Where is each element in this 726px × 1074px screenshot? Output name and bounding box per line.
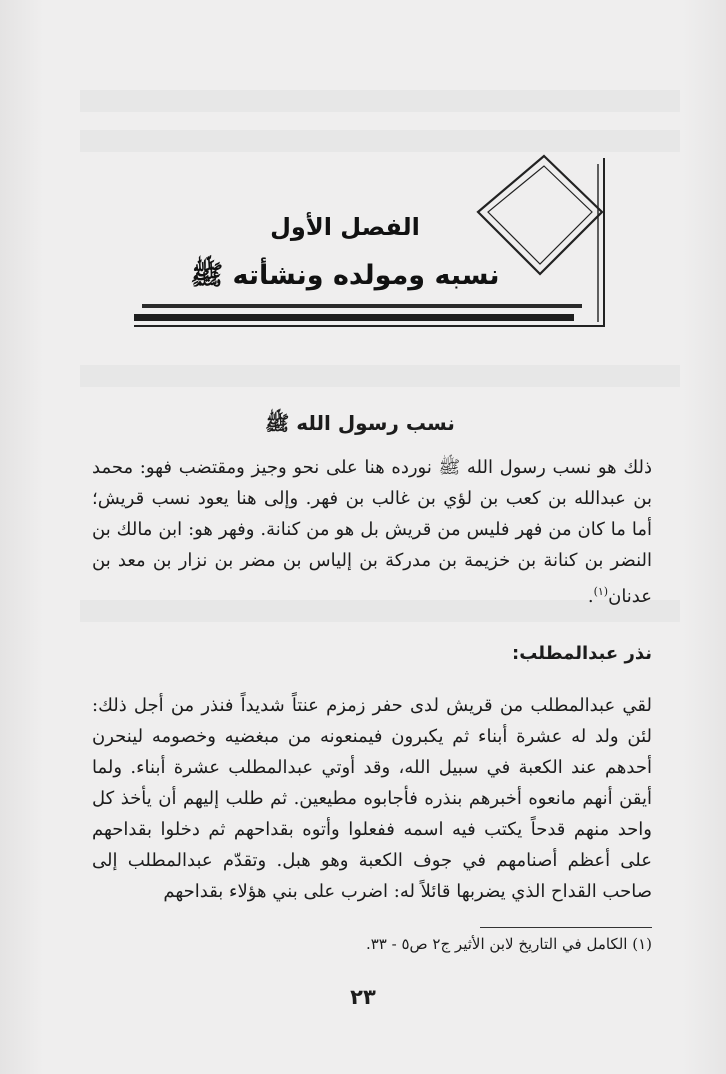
chapter-label: الفصل الأول <box>270 213 420 241</box>
show-through-text <box>80 90 680 112</box>
section-heading: نسب رسول الله ﷺ <box>265 411 455 435</box>
vow-paragraph: لقي عبدالمطلب من قريش لدى حفر زمزم عنتاً شديداً فنذر من أجل ذلك: لئن ولد له عشرة أبناء ثم يكبرون فيمنعونه من مبغضيه وخصومه لينحرن أحدهم عند الكعبة في سبيل الله، وقد أوتي عبدالمطلب عشرة أبناء. ولما أيقن أنهم مانعوه أخبرهم بنذره فأجابوه مطيعين. ثم طلب إليهم أن يأخذ كل واحد منهم قدحاً يكتب فيه اسمه ففعلوا وأتوه بقداحهم ثم دخلوا بقداحهم على أعظم أصنامهم في جوف الكعبة وهو هبل. وتقدّم عبدالمطلب إلى صاحب القداح الذي يضربها قائلاً له: اضرب على بني هؤلاء بقداحهم <box>92 695 652 902</box>
show-through-text <box>80 365 680 387</box>
vow-heading: نذر عبدالمطلب: <box>512 643 652 664</box>
lineage-text: ذلك هو نسب رسول الله ﷺ نورده هنا على نحو وجيز ومقتضب فهو: محمد بن عبدالله بن كعب بن لؤي بن غالب بن فهر. وإلى هنا يعود نسب قريش؛ أما ما كان من فهر فليس من قريش بل هو من كنانة. وفهر هو: ابن مالك بن النضر بن كنانة بن خزيمة بن مدركة بن إلياس بن مضر بن نزار بن معد بن عدنان <box>92 457 652 607</box>
footnote: (١) الكامل في التاريخ لابن الأثير ج٢ ص٥ - ٣٣. <box>365 935 652 953</box>
footnote-divider <box>480 927 652 928</box>
footnote-marker: (١) <box>593 585 609 598</box>
show-through-text <box>80 130 680 152</box>
lineage-paragraph <box>92 452 652 612</box>
page-number: ٢٣ <box>350 985 376 1009</box>
chapter-title: نسبه ومولده ونشأته ﷺ <box>190 260 500 291</box>
lineage-paragraph-end: . <box>587 586 594 607</box>
chapter-ornament-frame <box>132 152 608 332</box>
